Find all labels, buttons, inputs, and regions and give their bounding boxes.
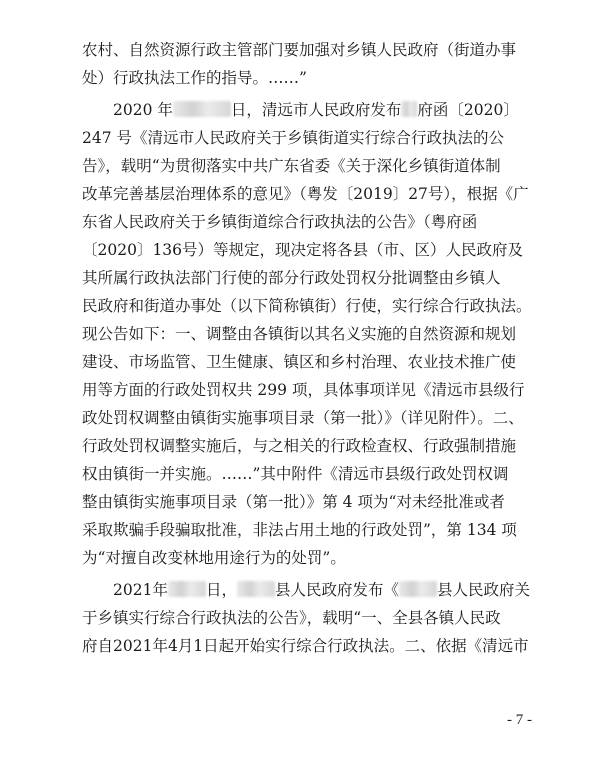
- text-line: [82, 292, 534, 320]
- text-line: [82, 516, 534, 544]
- text-segment: 为“对擅自改变林地用途行为的处罚”。: [82, 549, 346, 567]
- text-segment: 其所属行政执法部门行使的部分行政处罚权分批调整由乡镇人: [82, 269, 501, 287]
- text-line: [82, 96, 534, 124]
- text-segment: 东省人民政府关于乡镇街道综合行政执法的公告》（粤府函: [82, 213, 478, 231]
- text-segment: 建设、市场监管、卫生健康、镇区和乡村治理、农业技术推广使: [82, 353, 517, 371]
- text-segment: 整由镇街实施事项目录（第一批）》第 4 项为“对未经批准或者: [82, 493, 505, 511]
- redaction-blur: [401, 101, 417, 117]
- text-segment: 2020 年: [82, 101, 173, 119]
- redaction-blur: [399, 581, 437, 597]
- text-segment: 〔2020〕136号）等规定，现决定将各县（市、区）人民政府及: [82, 241, 524, 259]
- text-line: [82, 632, 534, 660]
- text-line: [82, 544, 534, 572]
- redaction-blur: [173, 101, 231, 117]
- text-segment: 用等方面的行政处罚权共 299 项，具体事项详见《清远市县级行: [82, 381, 525, 399]
- text-segment: 采取欺骗手段骗取批准，非法占用土地的行政处罚”，第 134 项: [82, 521, 517, 539]
- text-segment: 日，: [205, 581, 237, 599]
- text-segment: 权由镇街一并实施。……”其中附件《清远市县级行政处罚权调: [82, 465, 509, 483]
- text-segment: 农村、自然资源行政主管部门要加强对乡镇人民政府（街道办事: [82, 41, 517, 59]
- body-text: [82, 36, 534, 660]
- text-line: [82, 64, 534, 92]
- redaction-blur: [168, 581, 206, 597]
- text-line: [82, 348, 534, 376]
- text-line: [82, 576, 534, 604]
- text-line: [82, 604, 534, 632]
- text-line: [82, 488, 534, 516]
- text-segment: 现公告如下：一、调整由各镇街以其名义实施的自然资源和规划: [82, 325, 517, 343]
- text-segment: 政处罚权调整由镇街实施事项目录（第一批）》（详见附件）。二、: [82, 409, 524, 427]
- text-segment: 府函〔2020〕: [417, 101, 519, 119]
- text-line: [82, 152, 534, 180]
- text-segment: 告》，载明“为贯彻落实中共广东省委《关于深化乡镇街道体制: [82, 157, 501, 175]
- text-line: [82, 376, 534, 404]
- text-line: [82, 264, 534, 292]
- text-line: [82, 36, 534, 64]
- text-segment: 县人民政府关: [436, 581, 530, 599]
- text-line: [82, 404, 534, 432]
- text-line: [82, 320, 534, 348]
- text-line: [82, 208, 534, 236]
- text-line: [82, 460, 534, 488]
- text-segment: 日，清远市人民政府发布: [230, 101, 402, 119]
- text-segment: 处）行政执法工作的指导。……”: [82, 69, 307, 87]
- text-segment: 民政府和街道办事处（以下简称镇街）行使，实行综合行政执法。: [82, 297, 532, 315]
- text-segment: 府自2021年4月1日起开始实行综合行政执法。二、依据《清远市: [82, 637, 529, 655]
- text-segment: 于乡镇实行综合行政执法的公告》，载明“一、全县各镇人民政: [82, 609, 501, 627]
- text-line: [82, 180, 534, 208]
- text-segment: 247 号《清远市人民政府关于乡镇街道实行综合行政执法的公: [82, 129, 505, 147]
- text-segment: 县人民政府发布《: [274, 581, 399, 599]
- text-segment: 改革完善基层治理体系的意见》（粤发〔2019〕27号），根据《广: [82, 185, 529, 203]
- text-line: [82, 432, 534, 460]
- redaction-blur: [237, 581, 275, 597]
- text-segment: 2021年: [82, 581, 168, 599]
- text-segment: 行政处罚权调整实施后，与之相关的行政检查权、行政强制措施: [82, 437, 517, 455]
- page-number: - 7 -: [507, 712, 532, 728]
- text-line: [82, 124, 534, 152]
- text-line: [82, 236, 534, 264]
